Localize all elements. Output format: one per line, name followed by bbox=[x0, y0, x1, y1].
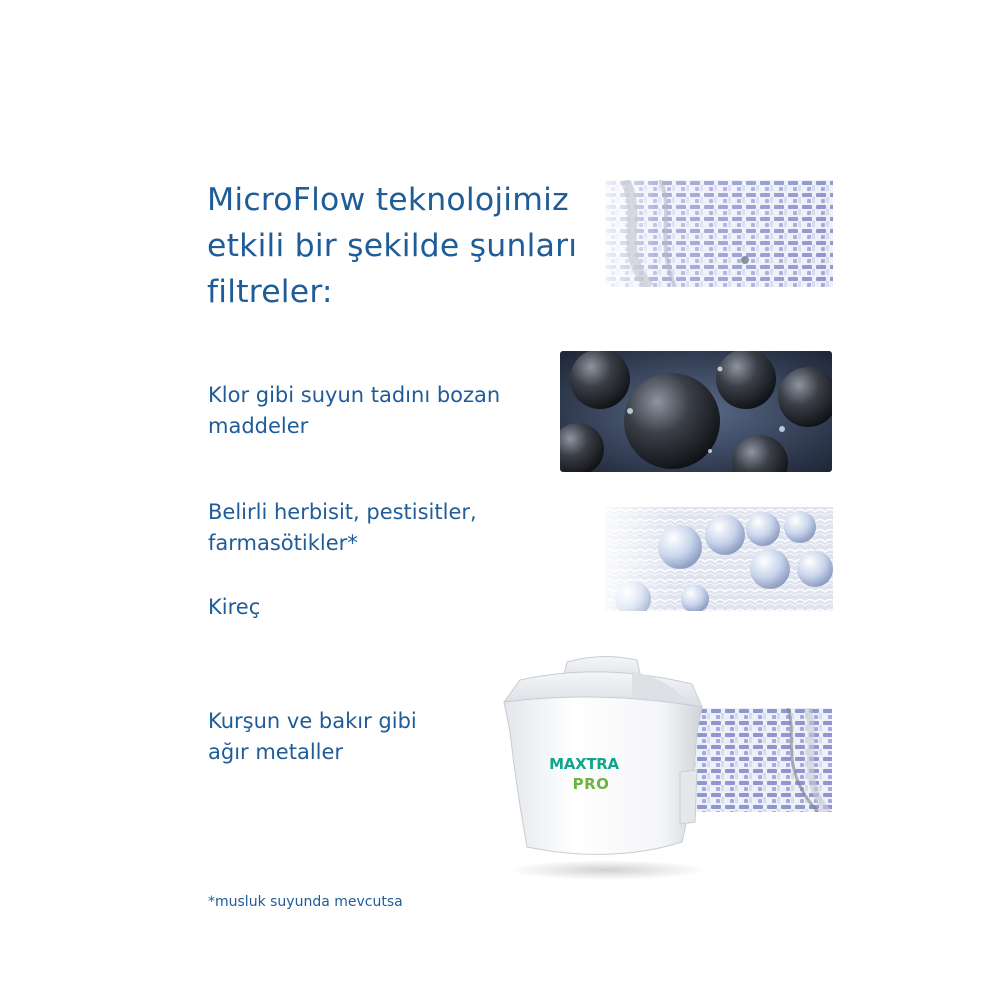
feature-limescale-line-1: Kireç bbox=[208, 595, 261, 619]
feature-chlorine bbox=[208, 380, 548, 442]
feature-heavy-metals-line-2: ağır metaller bbox=[208, 740, 344, 764]
feature-heavy-metals bbox=[208, 706, 468, 768]
headline-line-3: filtreler: bbox=[207, 274, 333, 310]
feature-pesticides bbox=[208, 497, 528, 559]
product-logo bbox=[549, 754, 619, 794]
logo-brand-top: MAXTRA bbox=[549, 755, 619, 773]
feature-limescale bbox=[208, 592, 408, 623]
feature-pesticides-line-2: farmasötikler* bbox=[208, 531, 358, 555]
feature-heavy-metals-line-1: Kurşun ve bakır gibi bbox=[208, 709, 417, 733]
activated-carbon-image bbox=[560, 351, 832, 472]
ion-exchange-beads-image bbox=[605, 507, 833, 611]
feature-pesticides-line-1: Belirli herbisit, pestisitler, bbox=[208, 500, 477, 524]
microflow-mesh-image bbox=[605, 180, 833, 287]
headline bbox=[207, 177, 597, 315]
logo-brand-bottom: PRO bbox=[572, 775, 610, 793]
headline-line-1: MicroFlow teknolojimiz bbox=[207, 182, 569, 218]
feature-chlorine-line-1: Klor gibi suyun tadını bozan bbox=[208, 383, 501, 407]
feature-chlorine-line-2: maddeler bbox=[208, 414, 309, 438]
headline-line-2: etkili bir şekilde şunları bbox=[207, 228, 578, 264]
filter-cartridge-image bbox=[492, 652, 712, 880]
footnote: *musluk suyunda mevcutsa bbox=[208, 894, 403, 910]
